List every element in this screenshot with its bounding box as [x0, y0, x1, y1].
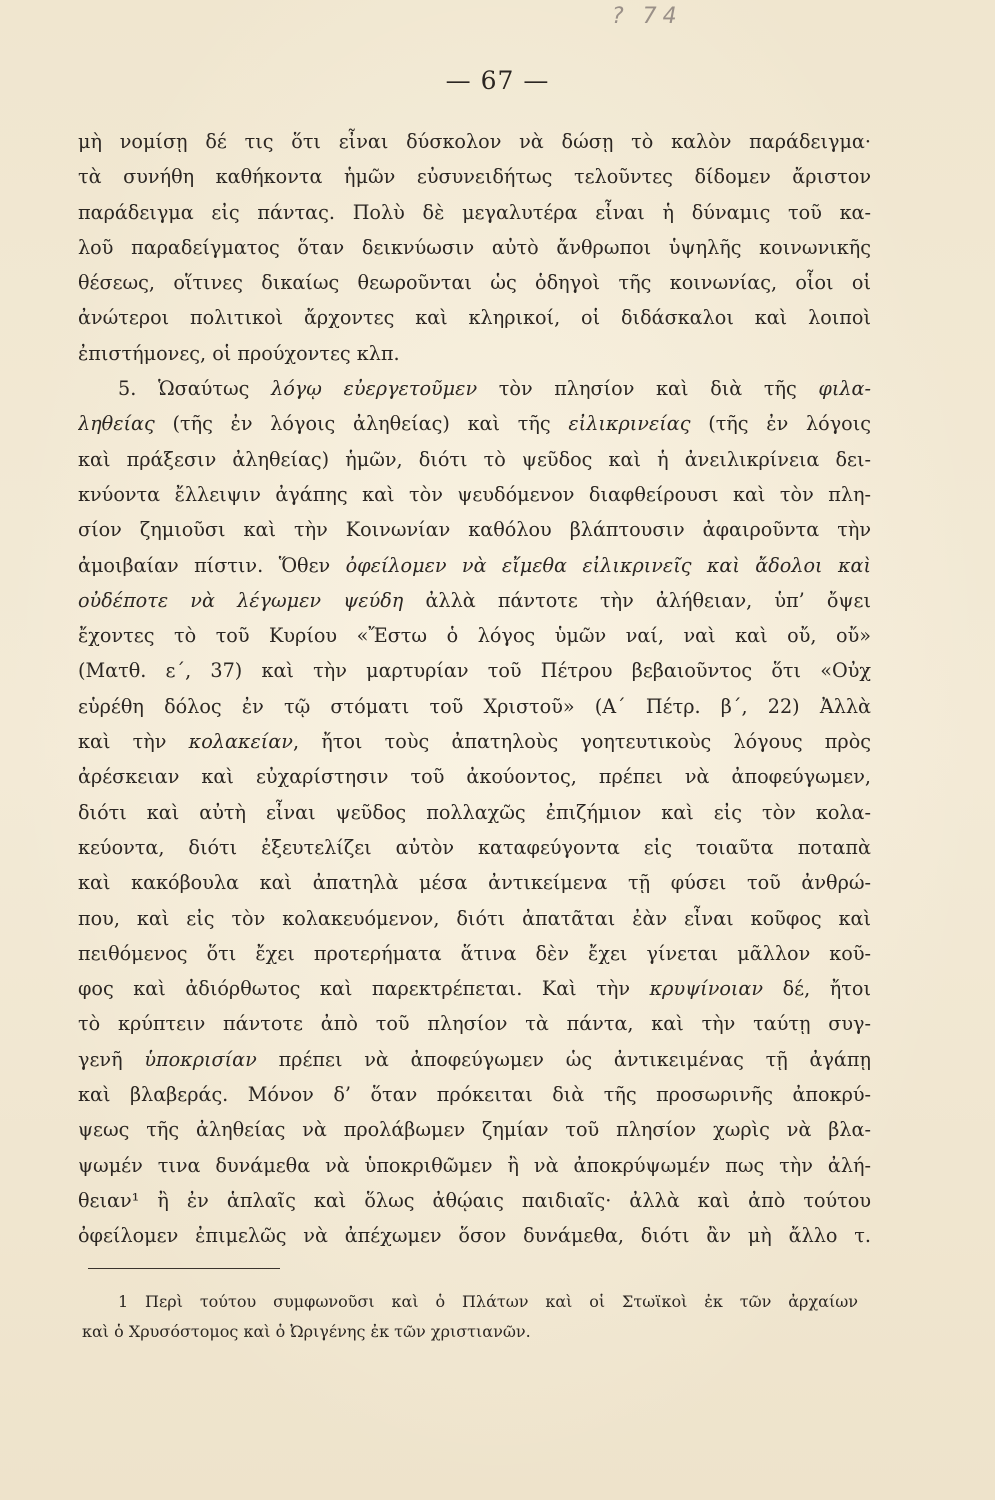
text-line: κνύοντα ἔλλειψιν ἀγάπης καὶ τὸν ψευδόμενον διαφθείρουσι καὶ τὸν πλη- — [78, 482, 871, 506]
text-line: μὴ νομίσῃ δέ τις ὅτι εἶναι δύσκολον νὰ δώσῃ τὸ καλὸν παράδειγμα· — [78, 130, 871, 153]
text-line: οὐδέποτε νὰ λέγωμεν ψεύδη ἀλλὰ πάντοτε τὴν ἀλήθειαν, ὑπ’ ὄψει — [78, 588, 871, 612]
text-line: φος καὶ ἀδιόρθωτος καὶ παρεκτρέπεται. Καὶ τὴν κρυψίνοιαν δέ, ἤτοι — [78, 977, 871, 1001]
text-line: πειθόμενος ὅτι ἔχει προτερήματα ἅτινα δὲν ἔχει γίνεται μᾶλλον κοῦ- — [78, 941, 871, 965]
text-line: κεύοντα, διότι ἐξευτελίζει αὐτὸν καταφεύγοντα εἰς τοιαῦτα ποταπὰ — [78, 835, 871, 859]
text-line: εὑρέθη δόλος ἐν τῷ στόματι τοῦ Χριστοῦ» (Α΄ Πέτρ. β΄, 22) Ἀλλὰ — [78, 694, 871, 718]
text-line: καὶ πράξεσιν ἀληθείας) ἡμῶν, διότι τὸ ψεῦδος καὶ ἡ ἀνειλικρίνεια δει- — [78, 447, 871, 471]
text-line: που, καὶ εἰς τὸν κολακευόμενον, διότι ἀπατᾶται ἐὰν εἶναι κοῦφος καὶ — [78, 906, 871, 930]
text-line: ἀνώτεροι πολιτικοὶ ἄρχοντες καὶ κληρικοί, οἱ διδάσκαλοι καὶ λοιποὶ — [78, 306, 871, 330]
text-line: ληθείας (τῆς ἐν λόγοις ἀληθείας) καὶ τῆς εἰλικρινείας (τῆς ἐν λόγοις — [78, 412, 871, 436]
pencil-annotation: ? 74 — [612, 4, 683, 29]
text-line: 5. Ὡσαύτως λόγῳ εὐεργετοῦμεν τὸν πλησίον καὶ διὰ τῆς φιλα- — [118, 377, 871, 401]
text-line: καὶ τὴν κολακείαν, ἤτοι τοὺς ἀπατηλοὺς γοητευτικοὺς λόγους πρὸς — [78, 730, 871, 754]
text-line: παράδειγμα εἰς πάντας. Πολὺ δὲ μεγαλυτέρα εἶναι ἡ δύναμις τοῦ κα- — [78, 200, 871, 224]
text-line: καὶ βλαβεράς. Μόνον δ’ ὅταν πρόκειται διὰ τῆς προσωρινῆς ἀποκρύ- — [78, 1083, 871, 1107]
text-line: ἔχοντες τὸ τοῦ Κυρίου «Ἔστω ὁ λόγος ὑμῶν ναί, ναὶ καὶ οὔ, οὔ» — [78, 624, 871, 648]
footnote-line: 1 Περὶ τούτου συμφωνοῦσι καὶ ὁ Πλάτων καὶ οἱ Στωϊκοὶ ἐκ τῶν ἀρχαίων — [118, 1292, 858, 1311]
text-line: (Ματθ. ε΄, 37) καὶ τὴν μαρτυρίαν τοῦ Πέτρου βεβαιοῦντος ὅτι «Οὐχ — [78, 659, 871, 683]
footnote-line: καὶ ὁ Χρυσόστομος καὶ ὁ Ὠριγένης ἐκ τῶν χριστιανῶν. — [82, 1322, 531, 1341]
text-line: ὀφείλομεν ἐπιμελῶς νὰ ἀπέχωμεν ὅσον δυνάμεθα, διότι ἂν μὴ ἄλλο τ. — [78, 1224, 871, 1248]
text-line: γενῆ ὑποκρισίαν πρέπει νὰ ἀποφεύγωμεν ὡς ἀντικειμένας τῇ ἀγάπῃ — [78, 1047, 871, 1071]
text-line: ἐπιστήμονες, οἱ προύχοντες κλπ. — [78, 341, 400, 365]
text-line: καὶ κακόβουλα καὶ ἀπατηλὰ μέσα ἀντικείμενα τῇ φύσει τοῦ ἀνθρώ- — [78, 871, 871, 895]
text-line: ψωμέν τινα δυνάμεθα νὰ ὑποκριθῶμεν ἢ νὰ ἀποκρύψωμέν πως τὴν ἀλή- — [78, 1153, 871, 1177]
text-line: ἀμοιβαίαν πίστιν. Ὅθεν ὀφείλομεν νὰ εἴμεθα εἰλικρινεῖς καὶ ἄδολοι καὶ — [78, 553, 871, 577]
text-line: λοῦ παραδείγματος ὅταν δεικνύωσιν αὐτὸ ἄνθρωποι ὑψηλῆς κοινωνικῆς — [78, 235, 871, 259]
text-line: θειαν¹ ἢ ἐν ἁπλαῖς καὶ ὅλως ἀθῴαις παιδιαῖς· ἀλλὰ καὶ ἀπὸ τούτου — [78, 1188, 871, 1212]
text-line: θέσεως, οἵτινες δικαίως θεωροῦνται ὡς ὁδηγοὶ τῆς κοινωνίας, οἷοι οἱ — [78, 271, 871, 295]
text-line: ψεως τῆς ἀληθείας νὰ προλάβωμεν ζημίαν τοῦ πλησίον χωρὶς νὰ βλα- — [78, 1118, 871, 1142]
text-line: διότι καὶ αὐτὴ εἶναι ψεῦδος πολλαχῶς ἐπιζήμιον καὶ εἰς τὸν κολα- — [78, 800, 871, 824]
text-line: ἀρέσκειαν καὶ εὐχαρίστησιν τοῦ ἀκούοντος, πρέπει νὰ ἀποφεύγωμεν, — [78, 765, 871, 789]
page-number: — 67 — — [445, 66, 550, 95]
text-line: τὸ κρύπτειν πάντοτε ἀπὸ τοῦ πλησίον τὰ πάντα, καὶ τὴν ταύτῃ συγ- — [78, 1012, 871, 1036]
text-line: σίον ζημιοῦσι καὶ τὴν Κοινωνίαν καθόλου βλάπτουσιν ἀφαιροῦντα τὴν — [78, 518, 871, 542]
body-text — [78, 124, 871, 1254]
footnote — [82, 1287, 858, 1347]
text-line: τὰ συνήθη καθήκοντα ἡμῶν εὐσυνειδήτως τελοῦντες δίδομεν ἄριστον — [78, 165, 871, 189]
footnote-rule — [88, 1268, 280, 1269]
